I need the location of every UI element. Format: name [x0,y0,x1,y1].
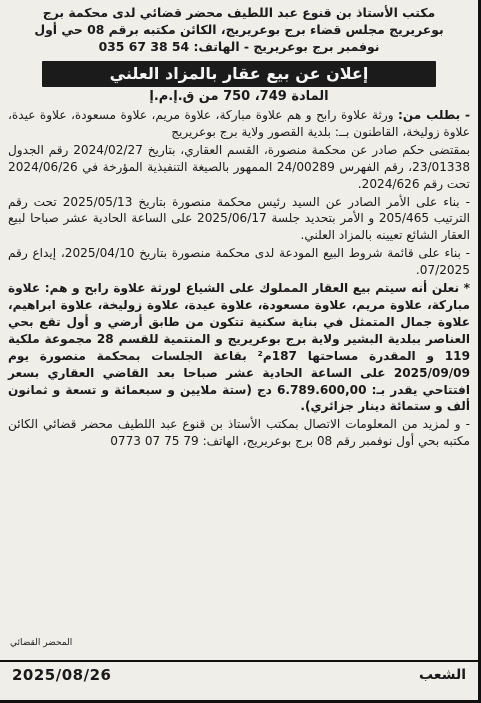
announcement-title: إعلان عن بيع عقار بالمزاد العلني [42,61,436,87]
sale-notice-paragraph: * نعلن أنه سيتم بيع العقار المملوك على الشياع لورثة علاوة رابح و هم: علاوة مباركة، علاوة مريم، علاوة مسعودة، علاوة عيدة، علاوة زوليخة، علاوة ابراهيم، علاوة جمال المتمثل في بناية سكنية تتكون من طابق أرضي و أول تقع بحي العناصر ببلدية البشير ولاية برج بوعريريج و المنتمية للقسم 28 مجموعة ملكية 119 و المقدرة مساحتها 187م² بقاعة الجلسات بمحكمة منصورة يوم 2025/09/09 على الساعة الحادية عشر صباحا بعد القاضي العقاري بسعر افتتاحي يقدر بـ: 6.789.600,00 دج (ستة ملايين و سبعمائة و تسعة و ثمانون ألف و ستمائة دينار جزائري). [8,281,471,414]
header-line-1: مكتب الأستاذ بن قنوع عبد اللطيف محضر قضائي لدى محكمة برج [42,5,436,20]
header-line-3: نوفمبر برج بوعريريج - الهاتف: 54 38 67 035 [98,39,380,54]
court-order-paragraph: - بناء على الأمر الصادر عن السيد رئيس محكمة منصورة بتاريخ 2025/05/13 تحت رقم الترتيب 205/465 و الأمر بتحديد جلسة 2025/06/17 على الساعة الحادية عشر صباحا لبيع العقار الشائع تعيينه بالمزاد العلني. [8,194,470,243]
newspaper-name: الشعب [418,667,466,683]
header-line-2: بوعريريج مجلس قضاء برج بوعريريج، الكائن مكتبه برقم 08 حي أول [34,22,444,37]
bailiff-header [0,0,478,55]
judgment-paragraph: بمقتضى حكم صادر عن محكمة منصورة، القسم العقاري، بتاريخ 2024/02/27 رقم الجدول 23/01338، رقم الفهرس 24/00289 الممهور بالصيغة التنفيذية المؤرخة في 2024/06/26 تحت رقم 2024/626. [8,142,471,191]
sale-conditions-paragraph: - بناء على قائمة شروط البيع المودعة لدى محكمة منصورة بتاريخ 2025/04/10، إيداع رقم 07/2025. [8,246,470,278]
requester-paragraph [8,107,470,141]
announcement-body [0,104,478,450]
requester-label: - بطلب من: [398,108,470,122]
signature: المحضر القضائي [10,638,73,648]
newspaper-footer [0,660,478,684]
legal-reference: المادة 749، 750 من ق.إ.م.إ [149,89,329,104]
requester-text: ورثة علاوة رابح و هم علاوة مباركة، علاوة مريم، علاوة مسعودة، علاوة عيدة، علاوة زوليخة، القاطنون بــ: بلدية القصور ولاية برج بوعريريج [8,108,470,139]
contact-paragraph: - و لمزيد من المعلومات الاتصال بمكتب الأستاذ بن قنوع عبد اللطيف محضر قضائي الكائن مكتبه بحي أول نوفمبر رقم 08 برج بوعريريج، الهاتف: 79 75 07 0773 [8,417,470,449]
publication-date: 2025/08/26 [12,666,112,684]
